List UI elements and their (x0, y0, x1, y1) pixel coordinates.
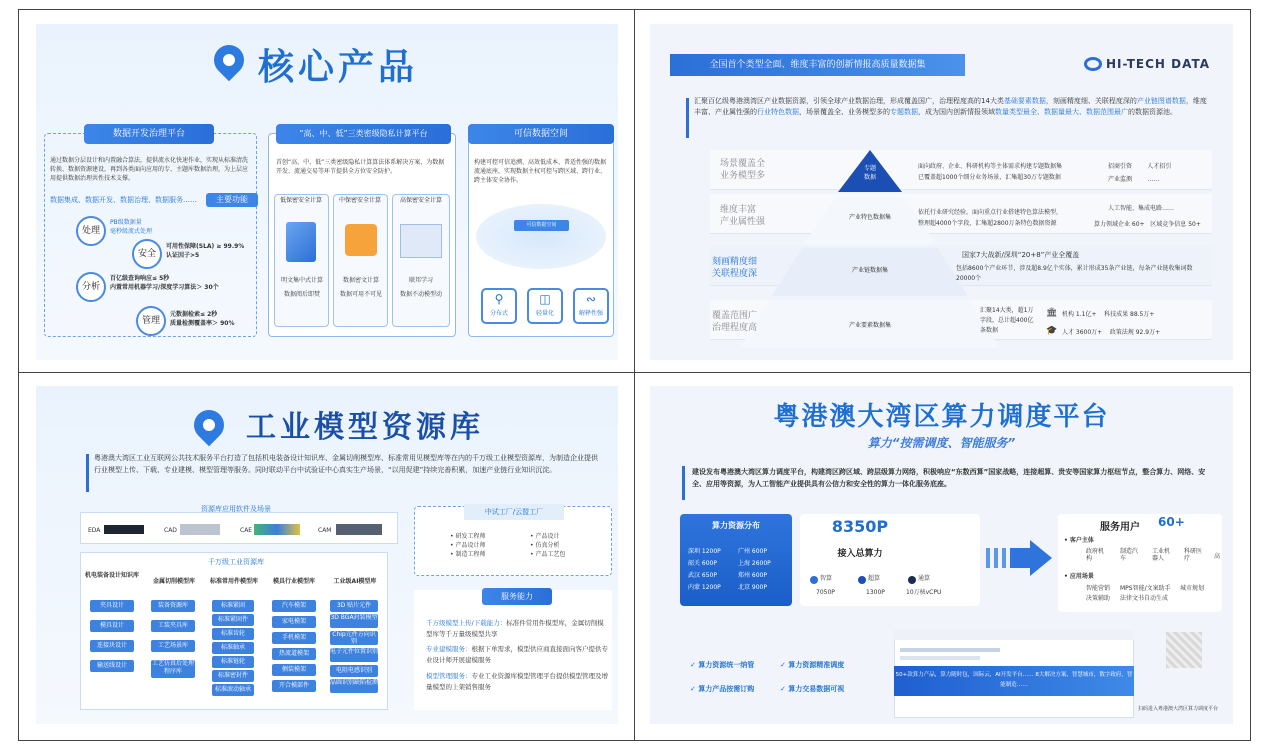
dist-item: 广州 600P (738, 548, 767, 555)
institution-icon: 🏛 (1046, 308, 1058, 318)
slide-title: 工业模型资源库 (246, 410, 484, 445)
data-space-center-label: 可信数据空间 (514, 220, 569, 231)
lib-col2-item[interactable]: 工艺场景库 (151, 640, 195, 652)
row2-right-1: 人工智能、集成电路…… (1108, 205, 1175, 212)
row3-left-label: 刻画精度细 关联程度深 (712, 257, 758, 279)
cad-thumbnail (180, 524, 220, 535)
screenshot-placeholder-line (900, 648, 1000, 652)
qr-code[interactable] (1166, 632, 1202, 668)
intro-text-g: ，场景覆盖全、业务模型多的 (799, 108, 890, 116)
row1-right-2: 产业监测 …… (1108, 176, 1160, 183)
lib-col5-item[interactable]: 电阻电感识别 (330, 665, 378, 677)
dist-item: 上海 2600P (738, 560, 771, 567)
scene-item: 智能营销 (1086, 585, 1111, 592)
server-stack-icon (286, 222, 316, 262)
share-icon: ⚲ (494, 292, 504, 306)
lib-col3-header: 标准常用件模型库 (209, 578, 258, 585)
lock-arrow-icon (345, 224, 377, 256)
super-dot-icon (858, 576, 866, 584)
lib-col3-item[interactable]: 标准密封件 (212, 670, 254, 682)
dataset-slide (650, 24, 1233, 360)
security-circle: 安全 (132, 239, 162, 269)
lib-col4-item[interactable]: 汽车模架 (272, 600, 316, 612)
factory-role: • 仿真分析 (530, 542, 560, 549)
mid-security-column (333, 194, 388, 327)
security-line-1: 可用性保障(SLA) ≥ 99.9% (166, 243, 245, 250)
dist-item: 深圳 1200P (688, 548, 721, 555)
explainable-label: 解释性强 (578, 310, 603, 317)
lib-col2-header: 金属切削模型库 (152, 578, 195, 585)
lib-col5-item[interactable]: Chip元件方向识别 (330, 631, 378, 645)
hitech-logo-icon (1084, 57, 1102, 71)
data-governance-header: 数据开发治理平台 (84, 124, 214, 144)
hitech-logo-text: HI-TECH DATA (1106, 57, 1210, 71)
dataset-banner: 全国首个类型全面、维度丰富的创新情报高质量数据集 (670, 54, 965, 76)
lib-col1-item[interactable]: 输送线设计 (90, 660, 134, 672)
graduate-cap-icon: 🎓 (1046, 326, 1058, 336)
feature-check: ✓ 算力资源统一纳管 (690, 661, 755, 669)
row2-detail-1: 依托行业研究经验，面向重点行业搭建特色算法模型， (918, 209, 1063, 216)
platform-banner: 50+款算力产品，算力随时包，国际云，AI开发平台…… 8大解决方案，智慧城市，数字政府，智能制造…… (894, 666, 1134, 696)
intro-text-e: ，维度丰富、产业属性强的 (694, 97, 1207, 116)
lib-col5-item[interactable]: 电子元件位置识别 (330, 648, 378, 662)
trusted-data-space-desc: 构建可控可信追溯、高效低成本、普适性强的数据流通底座，实现数据主权可控与跨区域、跨行业、跨主体安全协作。 (474, 159, 607, 184)
row3-detail-1: 国家7大战新/深圳“20+8”产业全覆盖 (962, 251, 1080, 259)
kind-value: 1300P (866, 589, 885, 596)
intro-text-a: 汇聚百亿级粤港澳湾区产业数据资源，引领全球产业数据治理，形成覆盖国广，治理程度高的14大类 (694, 97, 1004, 105)
process-circle: 处理 (76, 216, 106, 246)
feature-check-text: 算力资源统一纳管 (698, 661, 755, 669)
industrial-model-slide (36, 386, 618, 724)
core-products-slide (36, 24, 618, 360)
intelligent-dot-icon (810, 576, 818, 584)
resource-distribution-header: 算力资源分布 (712, 521, 760, 530)
kind-label: 通算 (918, 575, 931, 582)
dist-item: 郑州 600P (738, 572, 767, 579)
factory-role: • 产品工艺包 (530, 551, 566, 558)
intro-highlight-d: 产业链图谱数据 (1136, 97, 1186, 105)
privacy-computing-desc: 首创“高、中、低”三类密级隐私计算算法体系解决方案，为数据开发、流通交易等环节提供全方位安全防护。 (276, 159, 445, 175)
software-cae: CAE (240, 527, 253, 534)
handshake-icon: ∾ (585, 292, 597, 306)
lib-col4-item[interactable]: 侧装模架 (272, 664, 316, 676)
lib-col2-item[interactable]: 装备资源库 (151, 600, 195, 612)
lib-col3-item[interactable]: 标准滚动轴承 (212, 684, 254, 696)
factory-role: • 产品设计 (530, 533, 560, 540)
process-line-1: PB级数据量 (110, 219, 142, 226)
trusted-data-space-header: 可信数据空间 (468, 124, 614, 144)
high-security-line-1: 联邦学习 (408, 277, 433, 284)
qr-caption: 扫码进入粤港澳大湾区算力调度平台 (1138, 706, 1219, 712)
grid-frame (18, 9, 1251, 741)
feature-check-text: 算力资源精准调度 (788, 661, 845, 669)
row1-left-label: 场景覆盖全 业务模型多 (720, 159, 766, 181)
service-item-2 (426, 644, 610, 666)
feature-check: ✓ 算力交易数据可视 (780, 685, 845, 693)
lib-col2-item[interactable]: 工装夹具库 (151, 620, 195, 632)
software-cad: CAD (164, 527, 177, 534)
feature-check: ✓ 算力资源精准调度 (780, 661, 845, 669)
row2-pyramid-label: 产业特色数据集 (848, 214, 891, 221)
general-dot-icon (908, 576, 916, 584)
lib-col2-item[interactable]: 工艺仿真后处理程序库 (151, 660, 195, 678)
intro-accent-bar (682, 466, 685, 500)
software-header: 资源库应用软件及场景 (201, 505, 271, 513)
row4-pyramid-label: 产业要素数据集 (848, 322, 891, 329)
analysis-line-2: 内置常用机器学习/深度学习算法＞ 30个 (110, 284, 219, 291)
row1-right-1: 招商引资 人才招引 (1108, 163, 1172, 170)
intro-highlight-f: 行业特色数据 (757, 108, 799, 116)
eda-thumbnail (104, 525, 144, 534)
feature-check-text: 算力交易数据可视 (788, 685, 845, 693)
lib-col4-item[interactable]: 手机模架 (272, 632, 316, 644)
service-item-value: 专业工业资源库模型管理平台提供模型管理及增量模型的上架销售服务 (426, 672, 608, 691)
analysis-line-1: 百亿级查询响应≤ 5秒 (110, 275, 170, 282)
feature-check: ✓ 算力产品按需订购 (690, 685, 755, 693)
row2-detail-2: 整理超4000个字段，汇集超2800万条特色数据资源 (918, 220, 1057, 227)
dist-item: 北京 900P (738, 584, 767, 591)
lib-col5-item[interactable]: 晶圆识别缺陷检测 (330, 679, 378, 693)
customer-item: 高 (1214, 553, 1221, 560)
lib-col3-item[interactable]: 标准紧固件 (212, 614, 254, 626)
low-security-title: 低保密安全计算 (279, 197, 322, 204)
row1-detail-2: 已覆盖超1000个细分业务场景，汇集超30万专题数据 (918, 174, 1061, 181)
distributed-button[interactable] (481, 288, 517, 324)
mid-security-line-2: 数据可用不可见 (339, 291, 382, 298)
service-item-key: 专业建模服务： (426, 645, 472, 653)
divider-horizontal (19, 372, 1250, 373)
scene-item: 法律文书自动生成 (1120, 595, 1169, 602)
lib-col3-item[interactable]: 标准链轮 (212, 656, 254, 668)
lightweight-label: 轻量化 (535, 310, 554, 317)
customer-item: 工业机器人 (1152, 548, 1171, 562)
process-line-2: 毫秒级流式处理 (110, 228, 153, 235)
high-security-column (392, 194, 450, 327)
intro-accent-bar (686, 98, 689, 138)
lib-col1-header: 机电装备设计知识库 (84, 572, 139, 579)
intro-highlight-b: 基础要素数据 (1003, 97, 1046, 105)
factory-role: • 研发工程师 (450, 533, 486, 540)
service-capability-header: 服务能力 (482, 588, 552, 605)
mid-security-title: 中保密安全计算 (338, 197, 381, 204)
scene-item: 决策辅助 (1086, 595, 1111, 602)
dist-item: 内蒙 1200P (688, 584, 721, 591)
dataset-intro (694, 96, 1212, 118)
intro-highlight-j: 数量类型最全、数据量最大、数据范围最广 (995, 108, 1128, 116)
lib-col1-item[interactable]: 连接块设计 (90, 640, 134, 652)
management-line-1: 元数据检索≤ 2秒 (170, 311, 218, 318)
lib-col5-item[interactable]: 3D BGA封装模型 (330, 614, 378, 628)
privacy-computing-header: “高、中、低”三类密级隐私计算平台 (276, 124, 451, 144)
data-governance-desc: 通过数据分层设计和内置融合算法，提供流水化快速作业，实现从标准清洗转换、数据资源建设，再到各类面向应用的专、主题库数据治理，为上层应用提供数据治理共性技术支撑。 (50, 157, 249, 182)
service-item-1 (426, 618, 610, 640)
scene-item: 城市规划 (1180, 585, 1205, 592)
customer-item: 科研医疗 (1184, 548, 1203, 562)
total-compute-label: 接入总算力 (837, 549, 883, 559)
industrial-intro: 粤港澳大湾区工业互联网公共技术服务平台打造了包括机电装备设计知识库、金属切削模型库、标准常用见模型库等在内的千万级工业模型资源库，为制造企业提供行业模型上传、下载、专业建模、模型管理等服务。同时联动平台中试验证中心真实生产场景，“以用促建”持续完善积累，加速产业链行业知识沉淀。 (94, 454, 598, 474)
lib-col5-item[interactable]: 3D 贴片元件 (330, 600, 378, 612)
service-item-key: 模型管理服务： (426, 672, 472, 680)
row2-left-label: 维度丰富 产业属性强 (720, 205, 766, 227)
main-functions-tag: 主要功能 (206, 193, 258, 207)
intro-accent-bar (86, 454, 89, 492)
screenshot-placeholder-line (900, 656, 980, 660)
software-eda: EDA (88, 527, 101, 534)
row1-detail-1: 面向政府、企业、科研机构等主体需求构建专题数据集 (918, 163, 1063, 170)
kind-value: 7050P (816, 589, 835, 596)
data-space-diagram (476, 204, 606, 269)
pilot-factory-header: 中试工厂/云盟工厂 (464, 504, 564, 520)
platform-screenshot-navbar (894, 630, 1134, 640)
compute-intro: 建设发布粤港澳大湾区算力调度平台，构建湾区跨区域、跨层级算力网络，积极响应“东数西算”国家战略，连接超算、贵安等国家算力枢纽节点，整合算力、网络、安全、应用等资源，为人工智能产业提供具有公信力和安全性的算力一体化服务底座。 (692, 468, 1206, 488)
high-security-title: 高保密安全计算 (399, 197, 442, 204)
service-item-key: 千万级模型上传/下载能力： (426, 619, 507, 627)
mid-security-line-1: 数据密文计算 (342, 277, 379, 284)
data-governance-links: 数据集成、数据开发、数据治理、数据服务…… (50, 196, 197, 204)
customer-label: • 客户主体 (1064, 537, 1094, 544)
factory-role-text: 产品设计 (535, 533, 560, 540)
lib-col4-item[interactable]: 家电模架 (272, 616, 316, 628)
factory-role-text: 制造工程师 (455, 551, 486, 558)
kind-value: 10万核vCPU (906, 589, 942, 596)
federated-network-icon (400, 224, 442, 258)
explainable-button[interactable] (573, 288, 609, 324)
service-users-label: 服务用户 (1100, 522, 1140, 533)
cube-icon: ◫ (539, 292, 551, 306)
lib-col5-header: 工业级AI模型库 (333, 578, 377, 585)
lib-col1-item[interactable]: 模具设计 (90, 620, 134, 632)
slide-title: 粤港澳大湾区算力调度平台 (773, 402, 1110, 432)
row4-right-2: 人才 3600万+ 政策法规 92.9万+ (1062, 329, 1161, 336)
distributed-label: 分布式 (489, 310, 508, 317)
factory-role: • 制造工程师 (450, 551, 486, 558)
lib-col4-item[interactable]: 开合模部件 (272, 680, 316, 692)
scene-item: MPS智能/文案助手 (1120, 585, 1171, 592)
compute-scheduling-slide (650, 386, 1233, 724)
total-compute-value: 8350P (831, 517, 889, 536)
security-line-2: 认证因子>5 (166, 252, 200, 259)
cae-thumbnail (254, 524, 300, 535)
row3-detail-2: 包括8600个产业环节，涉及超8.9亿个实体，累计形成35条产业链，每条产业链收集词数20000个 (956, 265, 1193, 282)
row4-left-label: 覆盖范围广 治理程度高 (712, 311, 758, 333)
divider-vertical (634, 10, 635, 740)
slide-title: 核心产品 (258, 47, 419, 88)
dist-item: 韶关 600P (688, 560, 717, 567)
kind-label: 超算 (868, 575, 881, 582)
customer-item: 政府机构 (1086, 548, 1105, 562)
high-security-line-2: 数据不动模型动 (399, 291, 442, 298)
intro-text-k: 的数据资源池。 (1128, 108, 1177, 116)
lib-col3-item[interactable]: 标准轴承 (212, 642, 254, 654)
row4-right-1: 机构 1.1亿+ 科技成果 88.5万+ (1062, 311, 1155, 318)
intro-highlight-h: 专题数据 (890, 108, 918, 116)
lib-col3-item[interactable]: 标准齿轮 (212, 628, 254, 640)
software-cam: CAM (318, 527, 332, 534)
resource-library-header: 千万级工业资源库 (208, 558, 264, 566)
row3-pyramid-label: 产业链数据集 (851, 267, 888, 274)
slide-subtitle: 算力“按需调度、智能服务” (867, 436, 1016, 450)
service-item-3 (426, 671, 610, 693)
service-item-value: 标准件常用件模型库，金属切削模型库等千万量级模型共享 (426, 619, 604, 638)
intro-text-i: ，成为国内创新情报领域 (918, 108, 995, 116)
location-pin-icon (188, 404, 230, 446)
lib-col4-item[interactable]: 热流道模架 (272, 648, 316, 660)
low-security-line-1: 明文集中式计算 (280, 277, 323, 284)
location-pin-icon (208, 39, 250, 81)
scene-label: • 应用场景 (1064, 573, 1094, 580)
customer-item: 制造汽车 (1120, 548, 1139, 562)
kind-label: 智算 (820, 575, 833, 582)
service-users-count: 60+ (1158, 515, 1185, 529)
arrow-right-icon (986, 540, 1054, 576)
cam-thumbnail (336, 524, 382, 535)
management-circle: 管理 (136, 306, 166, 336)
intro-text-c: ，刻画精度细、关联程度深的 (1045, 97, 1137, 105)
factory-role-text: 产品工艺包 (535, 551, 566, 558)
lib-col3-item[interactable]: 标准紧固 (212, 600, 254, 612)
row4-detail: 汇聚14大类，超1万字段，总计超400亿条数据 (980, 307, 1034, 334)
lightweight-button[interactable] (527, 288, 563, 324)
feature-check-text: 算力产品按需订购 (698, 685, 755, 693)
factory-role-text: 产品设计师 (455, 542, 486, 549)
management-line-2: 质量检测覆盖率＞ 90% (170, 320, 235, 327)
service-item-value: 根据下单需求，模型供应商直接面向客户提供专业设计师开展建模服务 (426, 645, 608, 664)
factory-role-text: 研发工程师 (455, 533, 486, 540)
lib-col1-item[interactable]: 夹具设计 (90, 600, 134, 612)
dist-item: 武汉 650P (688, 572, 717, 579)
row1-pyramid-label: 专题 数据 (863, 165, 876, 181)
analysis-circle: 分析 (76, 272, 106, 302)
factory-role: • 产品设计师 (450, 542, 486, 549)
factory-role-text: 仿真分析 (535, 542, 560, 549)
row2-right-2: 算力领域企业 60+ 区域竞争信息 50+ (1094, 221, 1201, 228)
lib-col4-header: 模具行业模型库 (272, 578, 315, 585)
low-security-line-2: 数据阅后即焚 (283, 291, 320, 298)
